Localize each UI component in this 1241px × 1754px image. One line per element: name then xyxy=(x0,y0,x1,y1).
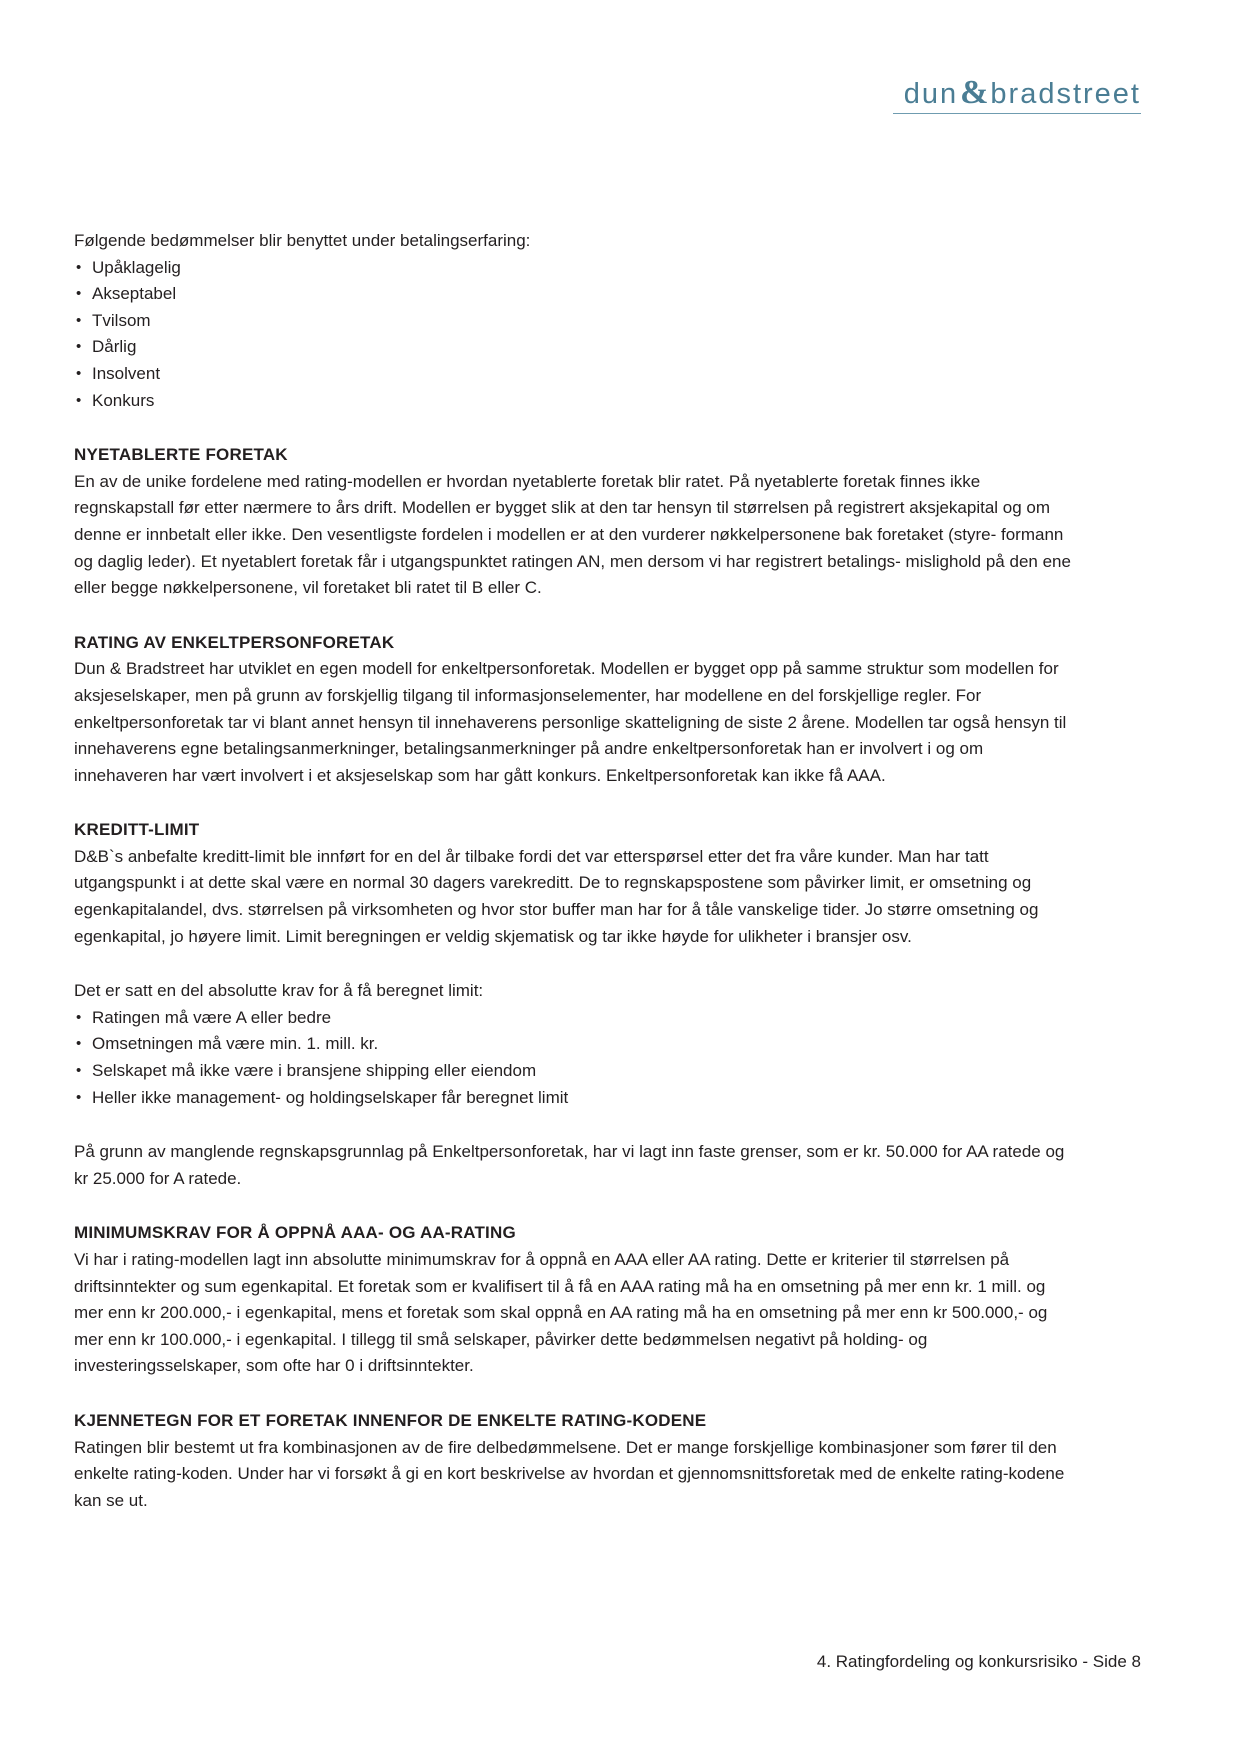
dun-bradstreet-logo xyxy=(904,74,1141,112)
page-footer: 4. Ratingfordeling og konkursrisiko - Side 8 xyxy=(816,1652,1141,1671)
section-heading: RATING AV ENKELTPERSONFORETAK xyxy=(74,632,395,652)
section-kreditt-limit xyxy=(74,817,1074,950)
list-item: • Heller ikke management- og holdingselskaper får beregnet limit xyxy=(74,1085,1074,1112)
list-item: • Konkurs xyxy=(74,388,1074,415)
section-heading: KREDITT-LIMIT xyxy=(74,820,200,840)
logo-word-bradstreet: bradstreet xyxy=(990,78,1141,110)
list-item: • Insolvent xyxy=(74,361,1074,388)
document-content xyxy=(74,228,1074,1514)
section-heading: MINIMUMSKRAV FOR Å OPPNÅ AAA- OG AA-RATING xyxy=(74,1223,516,1243)
limit-outro-paragraph: På grunn av manglende regnskapsgrunnlag på Enkeltpersonforetak, har vi lagt inn faste grenser, som er kr. 50.000 for AA ratede og kr 25.000 for A ratede. xyxy=(74,1142,1065,1188)
logo-word-dun: dun xyxy=(903,78,959,110)
section-paragraph: Dun & Bradstreet har utviklet en egen modell for enkeltpersonforetak. Modellen er bygget opp på samme struktur som modellen for aksjeselskaper, men på grunn av forskjellig tilgang til informasjonselementer, har modellene en del forskjellige regler. For enkeltpersonforetak tar vi blant annet hensyn til innehaverens personlige skatteligning de siste 2 årene. Modellen tar også hensyn til innehaverens egne betalingsanmerkninger, betalingsanmerkninger på andre enkeltpersonforetak han er involvert i og om innehaveren har vært involvert i et aksjeselskap som har gått konkurs. Enkeltpersonforetak kan ikke få AAA. xyxy=(74,659,1067,785)
section-paragraph: Vi har i rating-modellen lagt inn absolutte minimumskrav for å oppnå en AAA eller AA rating. Dette er kriterier til størrelsen på driftsinntekter og sum egenkapital. Et foretak som er kvalifisert til å få en AAA rating må ha en omsetning på mer enn kr. 1 mill. og mer enn kr 200.000,- i egenkapital, mens et foretak som skal oppnå en AA rating må ha en omsetning på mer enn kr 500.000,- og mer enn kr 100.000,- i egenkapital. I tillegg til små selskaper, påvirker dette bedømmelsen negativt på holding- og investeringsselskaper, som ofte har 0 i driftsinntekter. xyxy=(74,1250,1048,1376)
section-kjennetegn xyxy=(74,1408,1074,1514)
list-item: • Akseptabel xyxy=(74,281,1074,308)
section-paragraph: D&B`s anbefalte kreditt-limit ble innført for en del år tilbake fordi det var etterspørsel etter det fra våre kunder. Man har tatt utgangspunkt i at dette skal være en normal 30 dagers varekreditt. De to regnskapspostene som påvirker limit, er omsetning og egenkapitalandel, dvs. størrelsen på virksomheten og hvor stor buffer man har for å tåle vanskelige tider. Jo større omsetning og egenkapital, jo høyere limit. Limit beregningen er veldig skjematisk og tar ikke høyde for ulikheter i bransjer osv. xyxy=(74,846,1039,946)
section-paragraph: En av de unike fordelene med rating-modellen er hvordan nyetablerte foretak blir ratet. På nyetablerte foretak finnes ikke regnskapstall før etter nærmere to års drift. Modellen er bygget slik at den tar hensyn til størrelsen på registrert aksjekapital og om denne er innbetalt eller ikke. Den vesentligste fordelen i modellen er at den vurderer nøkkelpersonene bak foretaket (styre- formann og daglig leder). Et nyetablert foretak får i utgangspunktet ratingen AN, men dersom vi har registrert betalings- mislighold på den ene eller begge nøkkelpersonene, vil foretaket bli ratet til B eller C. xyxy=(74,471,1071,598)
logo-underline-divider xyxy=(893,113,1141,114)
section-heading: KJENNETEGN FOR ET FORETAK INNENFOR DE ENKELTE RATING-KODENE xyxy=(74,1410,707,1430)
logo-ampersand-icon: & xyxy=(960,74,989,111)
section-rating-av-enkeltpersonforetak xyxy=(74,630,1074,790)
section-paragraph: Ratingen blir bestemt ut fra kombinasjonen av de fire delbedømmelsene. Det er mange forskjellige kombinasjoner som fører til den enkelte rating-koden. Under har vi forsøkt å gi en kort beskrivelse av hvordan et gjennomsnittsforetak med de enkelte rating-kodene kan se ut. xyxy=(74,1437,1065,1510)
limit-requirements-list xyxy=(74,1005,1074,1111)
list-item: • Selskapet må ikke være i bransjene shipping eller eiendom xyxy=(74,1058,1074,1085)
limit-requirements-block xyxy=(74,978,1074,1111)
section-minimumskrav xyxy=(74,1220,1074,1380)
payment-assessment-list xyxy=(74,255,1074,415)
section-heading: NYETABLERTE FORETAK xyxy=(74,445,288,465)
section-nyetablerte-foretak xyxy=(74,442,1074,602)
list-item: • Ratingen må være A eller bedre xyxy=(74,1005,1074,1032)
list-item: • Dårlig xyxy=(74,334,1074,361)
intro-line: Følgende bedømmelser blir benyttet under betalingserfaring: xyxy=(74,231,531,250)
limit-outro-block xyxy=(74,1139,1074,1192)
list-item: • Tvilsom xyxy=(74,308,1074,335)
limit-intro-line: Det er satt en del absolutte krav for å få beregnet limit: xyxy=(74,981,484,1001)
list-item: • Upåklagelig xyxy=(74,255,1074,282)
list-item: • Omsetningen må være min. 1. mill. kr. xyxy=(74,1031,1074,1058)
